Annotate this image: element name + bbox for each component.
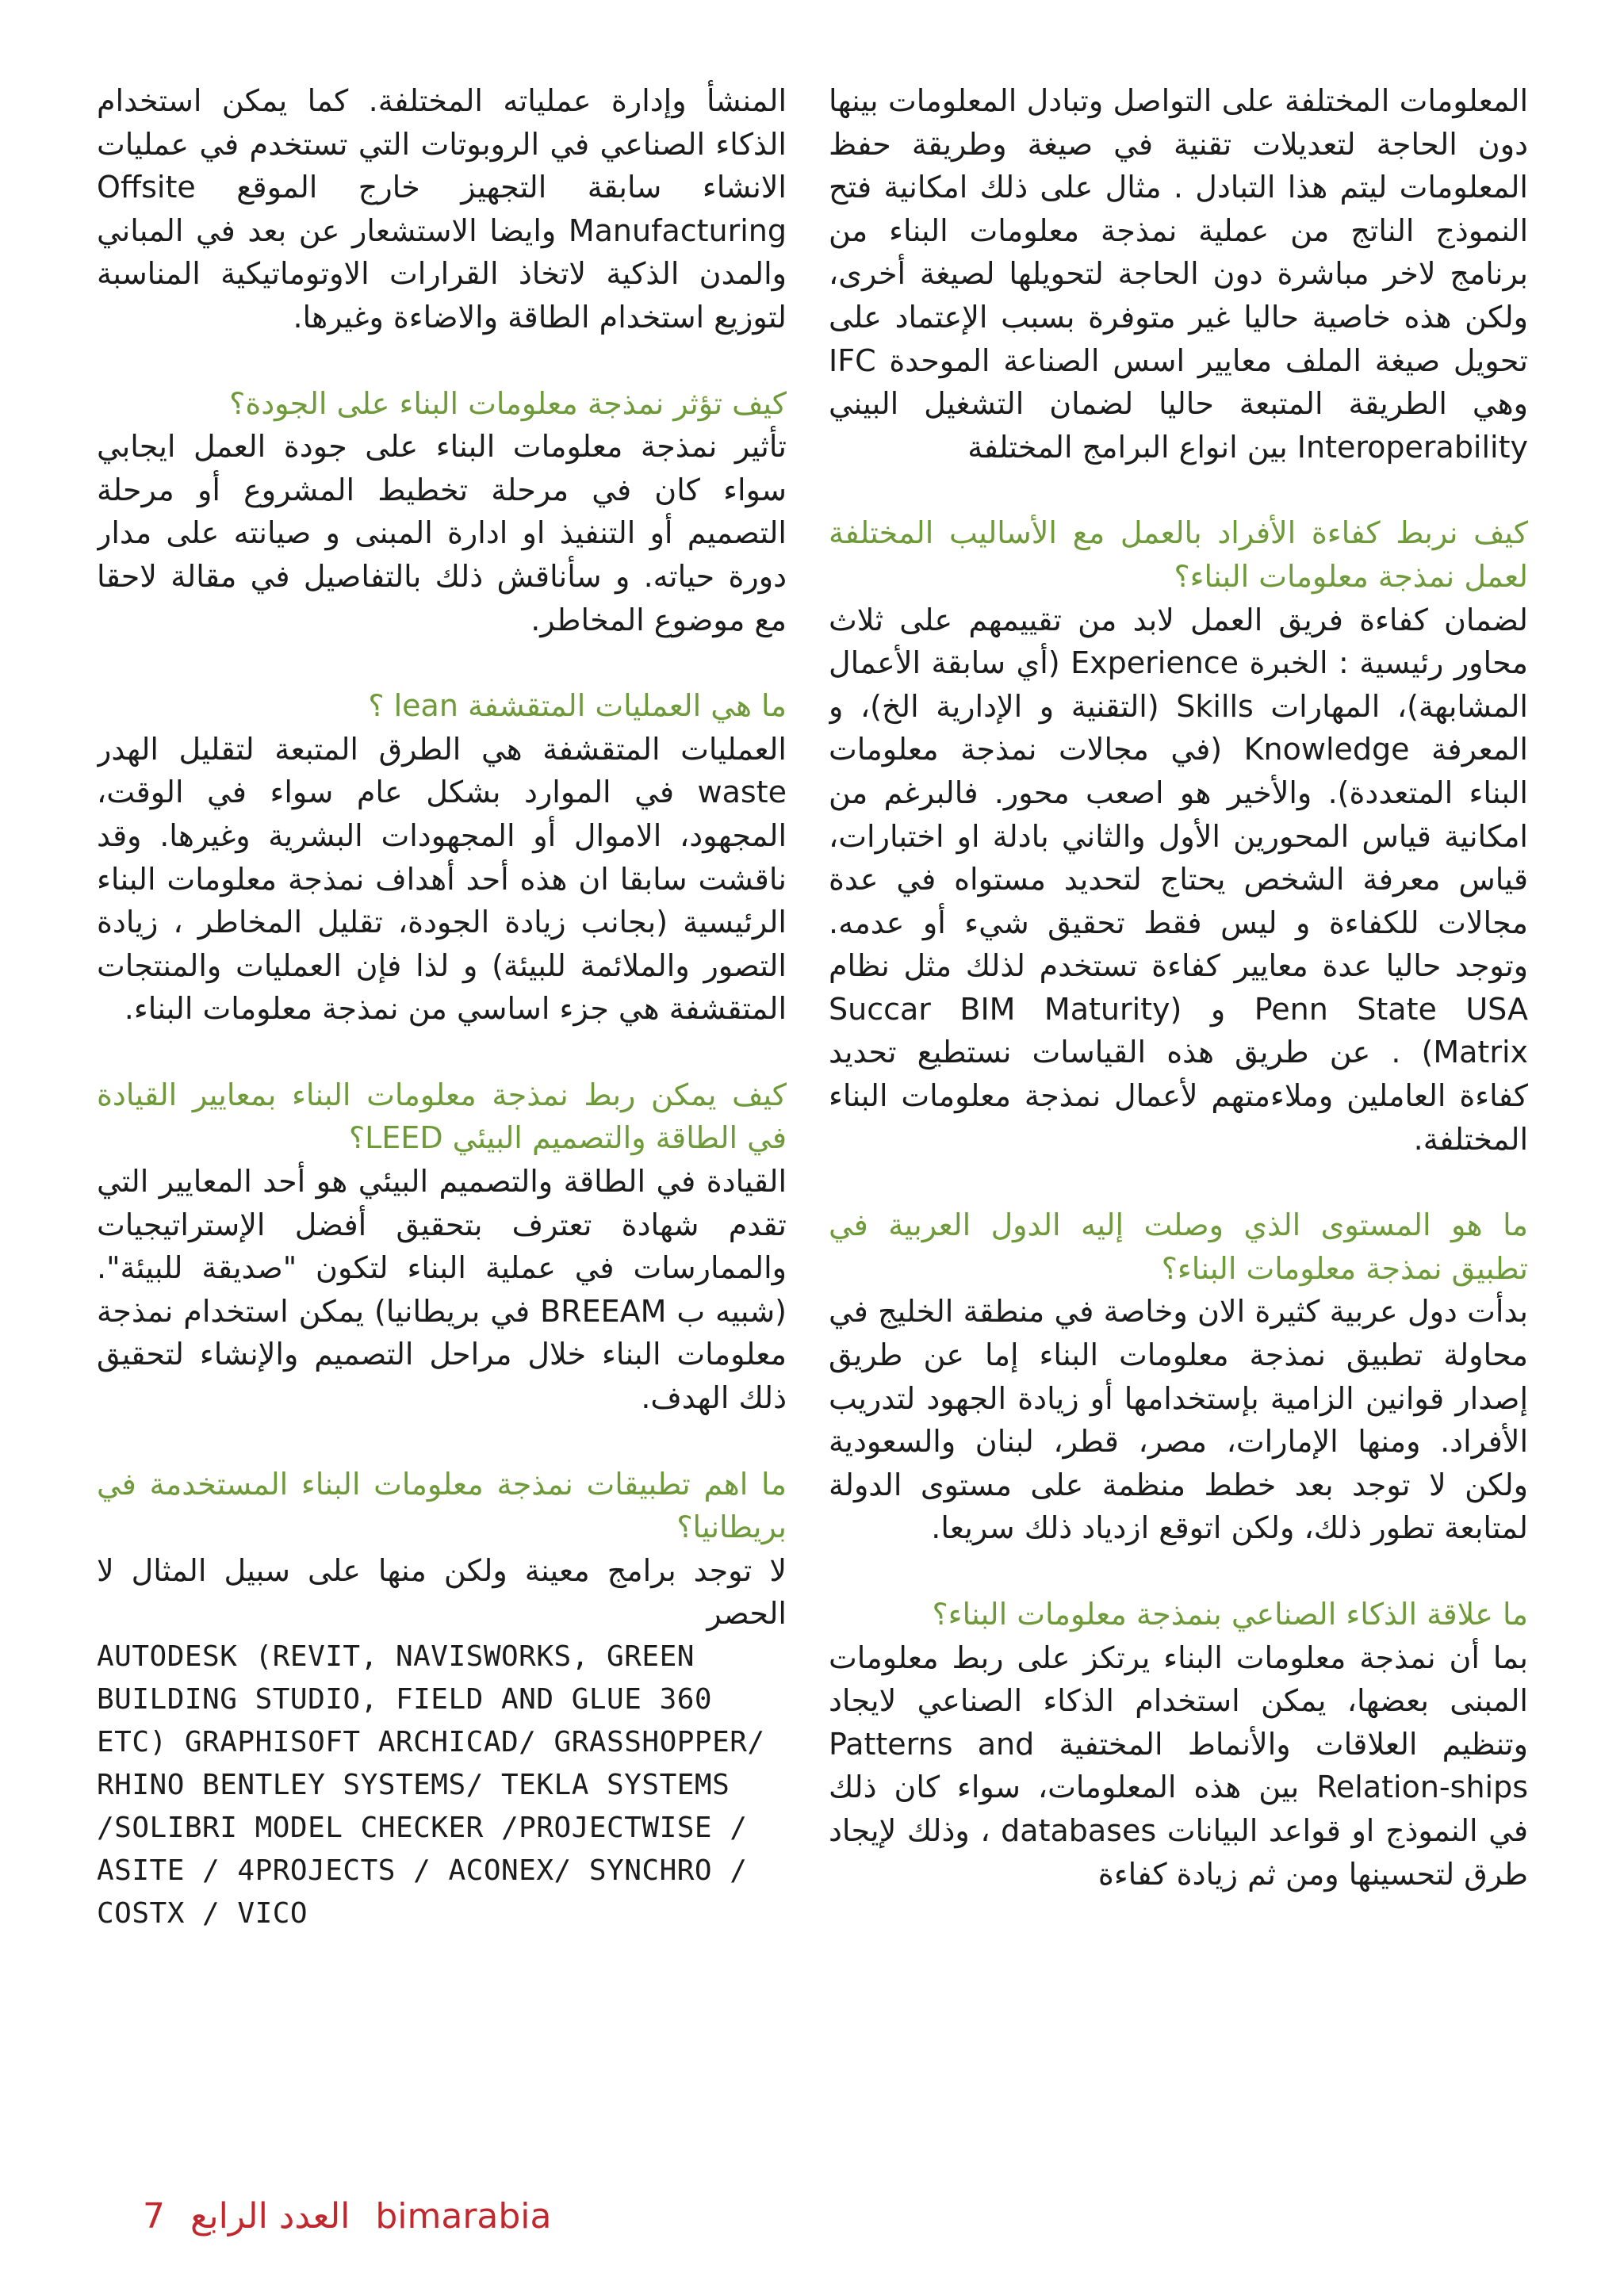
paragraph: العمليات المتقشفة هي الطرق المتبعة لتقليل الهدر waste في الموارد بشكل عام سواء في الوقت، المجهود، الاموال أو المجهودات البشرية وغيرها. وقد ناقشت سابقا ان هذه أحد أهداف نمذجة معلومات البناء الرئيسية (بجانب زيادة الجودة، تقليل المخاطر ، زيادة التصور والملائمة للبيئة) و لذا فإن العمليات والمنتجات المتقشفة هي جزء اساسي من نمذجة معلومات البناء. [97, 731, 787, 1027]
paragraph: المنشأ وإدارة عملياته المختلفة. كما يمكن استخدام الذكاء الصناعي في الروبوتات التي تستخدم في عمليات الانشاء سابقة التجهيز خارج الموقع Offsite Manufacturing وايضا الاستشعار عن بعد في المباني والمدن الذكية لاتخاذ القرارات الاوتوماتيكية المناسبة لتوزيع استخدام الطاقة والاضاءة وغيرها. [97, 83, 787, 335]
paragraph: لا توجد برامج معينة ولكن منها على سبيل المثال لا الحصر [97, 1552, 787, 1632]
paragraph: بما أن نمذجة معلومات البناء يرتكز على ربط معلومات المبنى بعضها، يمكن استخدام الذكاء الصناعي لايجاد وتنظيم العلاقات والأنماط المختفية Patterns and Relation-ships بين هذه المعلومات، سواء كان ذلك في النموذج او قواعد البيانات databases ، وذلك لإيجاد طرق لتحسينها ومن ثم زيادة كفاءة [829, 1640, 1528, 1892]
paragraph: المعلومات المختلفة على التواصل وتبادل المعلومات بينها دون الحاجة لتعديلات تقنية في صيغة وطريقة حفظ المعلومات ليتم هذا التبادل . مثال على ذلك امكانية فتح النموذج الناتج من عملية نمذجة معلومات البناء من برنامج لاخر مباشرة دون الحاجة لتحويلها لصيغة أخرى، ولكن هذه خاصية حاليا غير متوفرة بسبب الإعتماد على تحويل صيغة الملف معايير اسس الصناعة الموحدة IFC وهي الطريقة المتبعة حاليا لضمان التشغيل البيني Interoperability بين انواع البرامج المختلفة [829, 83, 1528, 465]
brand-name: bimarabia [375, 2196, 552, 2237]
right-column [829, 79, 1528, 2188]
section-heading: ما علاقة الذكاء الصناعي بنمذجة معلومات البناء؟ [932, 1597, 1528, 1632]
paragraph: لضمان كفاءة فريق العمل لابد من تقييمهم على ثلاث محاور رئيسية : الخبرة Experience (أي سابقة الأعمال المشابهة)، المهارات Skills (التقنية و الإدارية الخ)، و المعرفة Knowledge (في مجالات نمذجة معلومات البناء المتعددة). والأخير هو اصعب محور. فالبرغم من امكانية قياس المحورين الأول والثاني بادلة او اختبارات، قياس معرفة الشخص يحتاج لتحديد مستواه في عدة مجالات للكفاءة و ليس فقط تحقيق شيء أو عدمه. وتوجد حاليا عدة معايير كفاءة تستخدم لذلك مثل نظام Penn State USA و (Succar BIM Maturity Matrix) . عن طريق هذه القياسات نستطيع تحديد كفاءة العاملين وملاءمتهم لأعمال نمذجة معلومات البناء المختلفة. [829, 602, 1528, 1157]
page-number: 7 [143, 2196, 165, 2237]
section-heading: كيف يمكن ربط نمذجة معلومات البناء بمعايير القيادة في الطاقة والتصميم البيئي LEED؟ [97, 1077, 787, 1156]
section-heading: ما هي العمليات المتقشفة lean ؟ [368, 688, 787, 724]
section-heading: ما هو المستوى الذي وصلت إليه الدول العربية في تطبيق نمذجة معلومات البناء؟ [829, 1207, 1528, 1286]
section-heading: ما اهم تطبيقات نمذجة معلومات البناء المستخدمة في بريطانيا؟ [97, 1466, 787, 1545]
issue-label: العدد الرابع [190, 2196, 350, 2237]
paragraph: القيادة في الطاقة والتصميم البيئي هو أحد المعايير التي تقدم شهادة تعترف بتحقيق أفضل الإستراتيجيات والممارسات في عملية البناء لتكون "صديقة للبيئة". (شبيه ب BREEAM في بريطانيا) يمكن استخدام نمذجة معلومات البناء خلال مراحل التصميم والإنشاء لتحقيق ذلك الهدف. [97, 1164, 787, 1416]
paragraph: بدأت دول عربية كثيرة الان وخاصة في منطقة الخليج في محاولة تطبيق نمذجة معلومات البناء إما عن طريق إصدار قوانين الزامية بإستخدامها أو زيادة الجهود لتدريب الأفراد. ومنها الإمارات، مصر، قطر، لبنان والسعودية ولكن لا توجد بعد خطط منظمة على مستوى الدولة لمتابعة تطور ذلك، ولكن اتوقع ازدياد ذلك سريعا. [829, 1294, 1528, 1546]
page-footer [143, 2196, 566, 2237]
section-heading: كيف تؤثر نمذجة معلومات البناء على الجودة؟ [229, 385, 787, 421]
section-heading: كيف نربط كفاءة الأفراد بالعمل مع الأساليب المختلفة لعمل نمذجة معلومات البناء؟ [829, 515, 1528, 594]
left-column [97, 79, 787, 2045]
software-list: AUTODESK (REVIT, NAVISWORKS, GREEN BUILDING STUDIO, FIELD AND GLUE 360 ETC) GRAPHISOFT ARCHICAD/ GRASSHOPPER/ RHINO BENTLEY SYSTEMS/ TEKLA SYSTEMS /SOLIBRI MODEL CHECKER /PROJECTWISE / ASITE / 4PROJECTS / ACONEX/ SYNCHRO / COSTX / VICO [97, 1640, 765, 1930]
paragraph: تأثير نمذجة معلومات البناء على جودة العمل ايجابي سواء كان في مرحلة تخطيط المشروع أو مرحلة التصميم أو التنفيذ او ادارة المبنى و صيانته على مدار دورة حياته. و سأناقش ذلك بالتفاصيل في مقالة لاحقا مع موضوع المخاطر. [97, 429, 787, 637]
